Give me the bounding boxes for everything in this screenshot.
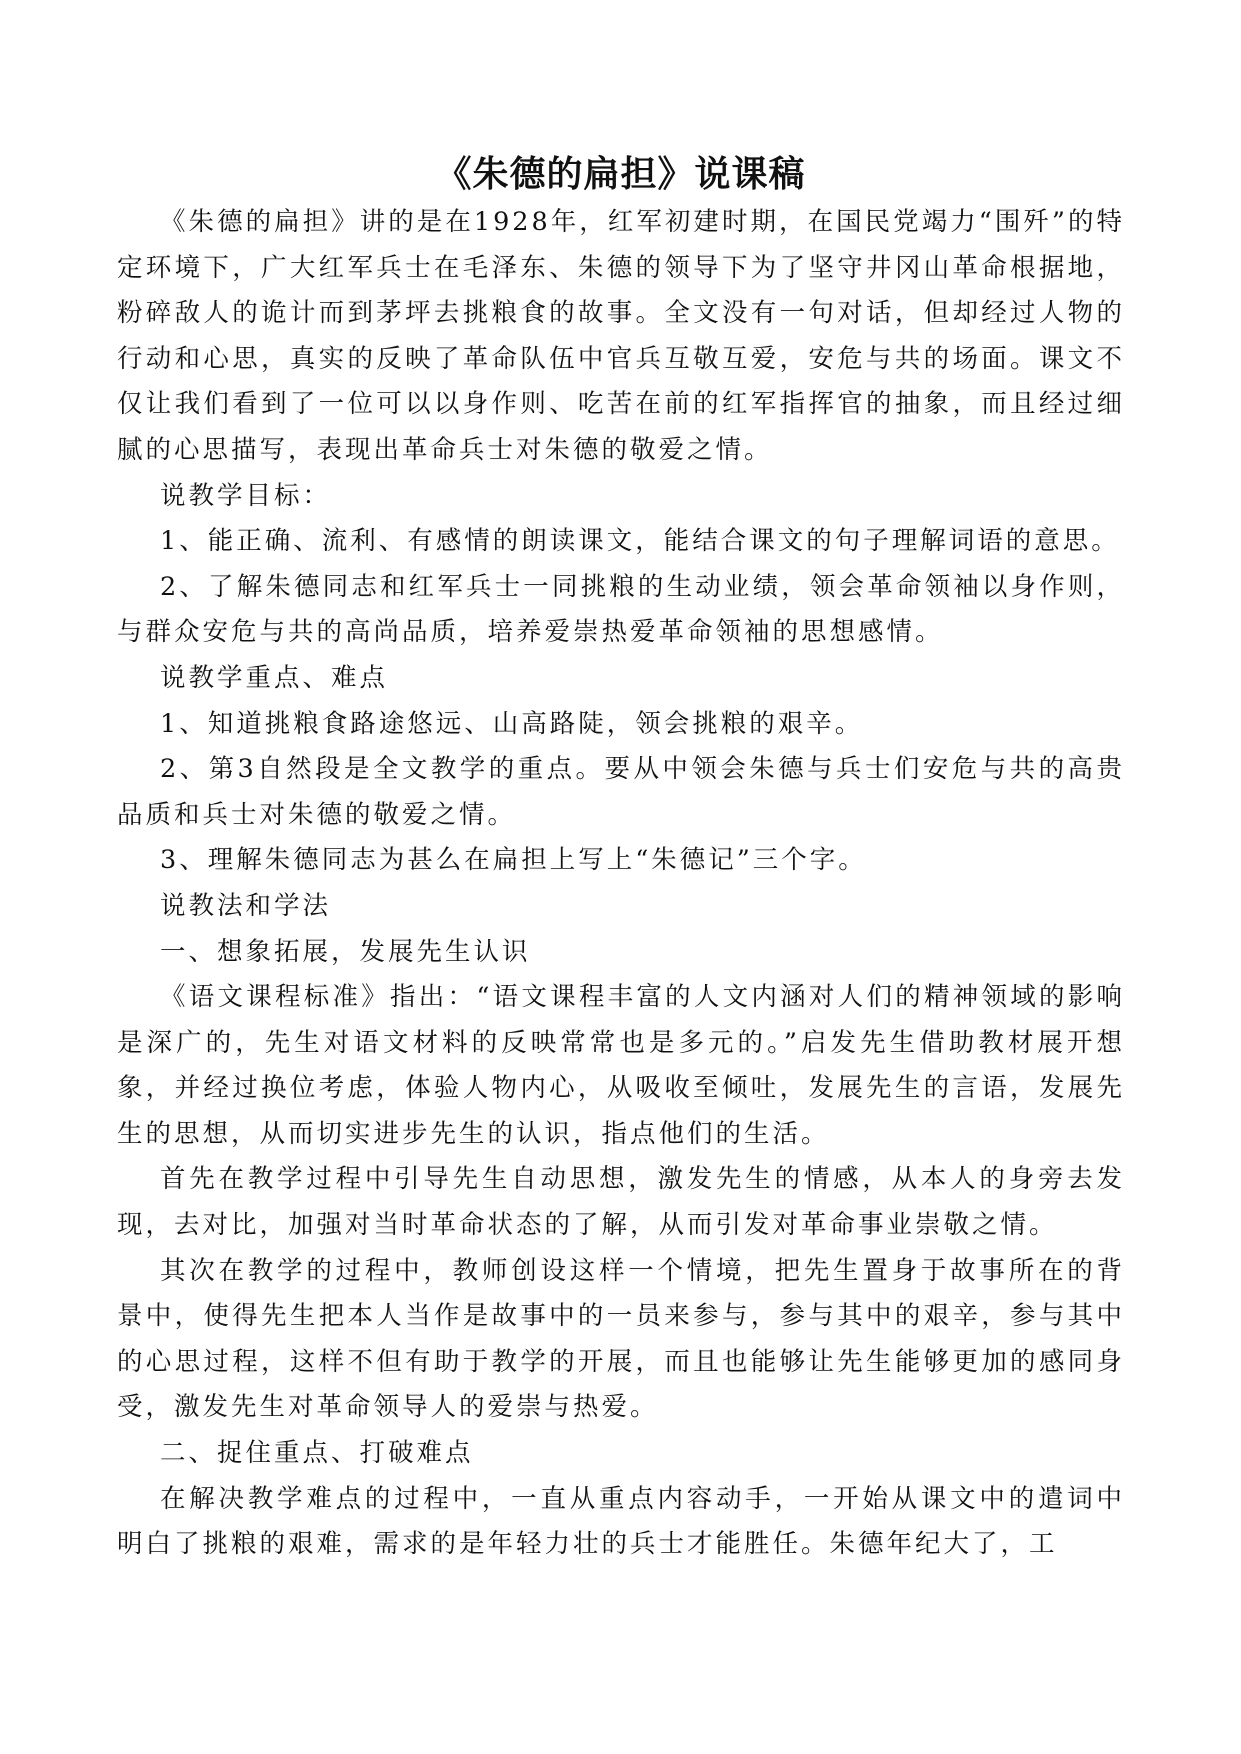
goal-item-2: 2、了解朱德同志和红军兵士一同挑粮的生动业绩，领会革命领袖以身作则，与群众安危与共的高尚品质，培养爱崇热爱革命领袖的思想感情。 [117, 571, 1125, 648]
paragraph-first: 首先在教学过程中引导先生自动思想，激发先生的情感，从本人的身旁去发现，去对比，加强对当时革命状态的了解，从而引发对革命事业崇敬之情。 [117, 1164, 1125, 1241]
goal-item-1: 1、能正确、流利、有感情的朗读课文，能结合课文的句子理解词语的意思。 [160, 526, 1120, 557]
heading-teaching-goals: 说教学目标： [160, 480, 332, 511]
document-body [117, 200, 1125, 1568]
document-title: 《朱德的扁担》说课稿 [435, 154, 806, 195]
key-point-item-3: 3、理解朱德同志为甚么在扁担上写上“朱德记”三个字。 [160, 845, 867, 876]
key-point-item-2: 2、第3自然段是全文教学的重点。要从中领会朱德与兵士们安危与共的高贵品质和兵士对朱德的敬爱之情。 [117, 754, 1125, 830]
paragraph-intro: 《朱德的扁担》讲的是在1928年，红军初建时期，在国民党竭力“围歼”的特定环境下，广大红军兵士在毛泽东、朱德的领导下为了坚守井冈山革命根据地，粉碎敌人的诡计而到茅坪去挑粮食的故事。全文没有一句对话，但却经过人物的行动和心思，真实的反映了革命队伍中官兵互敬互爱，安危与共的场面。课文不仅让我们看到了一位可以以身作则、吃苦在前的红军指挥官的抽象，而且经过细腻的心思描写，表现出革命兵士对朱德的敬爱之情。 [117, 207, 1125, 465]
paragraph-second: 其次在教学的过程中，教师创设这样一个情境，把先生置身于故事所在的背景中，使得先生把本人当作是故事中的一员来参与，参与其中的艰辛，参与其中的心思过程，这样不但有助于教学的开展，而且也能够让先生能够更加的感同身受，激发先生对革命领导人的爱崇与热爱。 [117, 1255, 1125, 1423]
key-point-item-1: 1、知道挑粮食路途悠远、山高路陡，领会挑粮的艰辛。 [160, 708, 864, 739]
paragraph-curriculum-standard: 《语文课程标准》指出：“语文课程丰富的人文内涵对人们的精神领域的影响是深广的，先生对语文材料的反映常常也是多元的。”启发先生借助教材展开想象，并经过换位考虑，体验人物内心，从吸收至倾吐，发展先生的言语，发展先生的思想，从而切实进步先生的认识，指点他们的生活。 [117, 982, 1125, 1149]
paragraph-difficulty: 在解决教学难点的过程中，一直从重点内容动手，一开始从课文中的遣词中明白了挑粮的艰难，需求的是年轻力壮的兵士才能胜任。朱德年纪大了，工 [117, 1483, 1125, 1560]
section-heading-2: 二、捉住重点、打破难点 [160, 1438, 474, 1469]
heading-key-points: 说教学重点、难点 [160, 662, 389, 693]
section-heading-1: 一、想象拓展，发展先生认识 [160, 936, 531, 967]
heading-methods: 说教法和学法 [160, 890, 332, 921]
